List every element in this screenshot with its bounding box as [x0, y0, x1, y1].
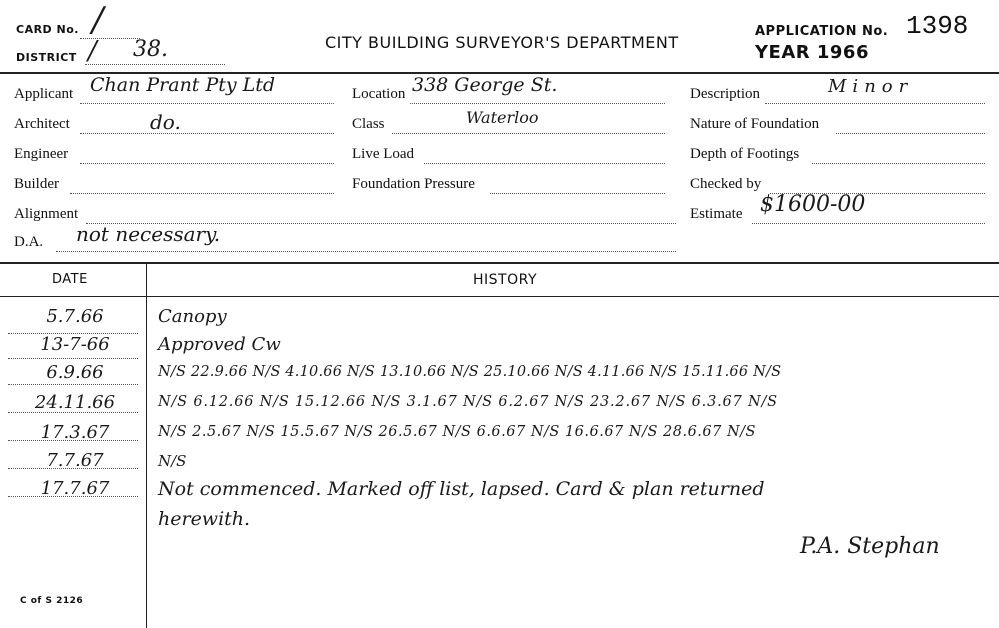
foundation-pressure-line — [490, 193, 665, 194]
estimate-label: Estimate — [690, 206, 743, 222]
class-line — [392, 133, 665, 134]
table-row-history: Canopy — [158, 306, 227, 327]
nature-of-foundation-label: Nature of Foundation — [690, 116, 820, 132]
year-label: YEAR 1966 — [755, 42, 869, 63]
depth-of-footings-line — [812, 163, 985, 164]
district-label: DISTRICT — [16, 51, 77, 64]
table-row-history: N/S — [158, 452, 187, 470]
class-label: Class — [352, 116, 385, 132]
table-header-rule — [0, 296, 999, 297]
da-value: not necessary. — [76, 222, 221, 246]
location-line — [410, 103, 665, 104]
date-row-line — [8, 384, 138, 385]
description-label: Description — [690, 86, 760, 102]
table-row-date: 17.7.67 — [40, 478, 110, 499]
table-row-date: 5.7.66 — [46, 306, 104, 327]
date-row-line — [8, 358, 138, 359]
district-line — [85, 64, 225, 65]
signature: P.A. Stephan — [800, 534, 940, 559]
table-top-rule — [0, 262, 999, 264]
foundation-pressure-label: Foundation Pressure — [352, 176, 475, 192]
applicant-line — [80, 103, 334, 104]
builder-line — [70, 193, 334, 194]
history-header: HISTORY — [473, 272, 537, 288]
date-header: DATE — [52, 272, 88, 287]
location-label: Location — [352, 86, 406, 102]
da-label: D.A. — [14, 234, 44, 250]
table-row-date: 13-7-66 — [40, 334, 110, 355]
checked-by-label: Checked by — [690, 176, 762, 192]
engineer-line — [80, 163, 334, 164]
district-value: 38. — [133, 37, 168, 62]
description-line — [765, 103, 985, 104]
estimate-line — [752, 223, 985, 224]
table-row-date: 17.3.67 — [40, 422, 110, 443]
engineer-label: Engineer — [14, 146, 69, 162]
table-row-date: 7.7.67 — [46, 450, 104, 471]
alignment-label: Alignment — [14, 206, 79, 222]
district-slash: / — [88, 36, 97, 66]
table-row-history: Not commenced. Marked off list, lapsed. Card & plan returned — [158, 478, 765, 500]
card-no-value: / — [92, 0, 104, 40]
card-no-label: CARD No. — [16, 23, 79, 36]
architect-value: do. — [150, 110, 181, 134]
date-column-rule — [146, 263, 147, 628]
architect-line — [80, 133, 334, 134]
live-load-label: Live Load — [352, 146, 415, 162]
form-code: C of S 2126 — [20, 596, 84, 606]
table-row-history: herewith. — [158, 508, 251, 530]
applicant-value: Chan Prant Pty Ltd — [90, 74, 276, 96]
estimate-value: $1600-00 — [760, 192, 866, 217]
location-value: 338 George St. — [412, 74, 558, 96]
application-no: 1398 — [906, 11, 969, 41]
builder-label: Builder — [14, 176, 59, 192]
table-row-history: Approved Cw — [158, 334, 281, 355]
table-row-date: 24.11.66 — [34, 392, 116, 413]
table-row-history: N/S 6.12.66 N/S 15.12.66 N/S 3.1.67 N/S 6.2.67 N/S 23.2.67 N/S 6.3.67 N/S — [158, 394, 778, 410]
live-load-line — [424, 163, 665, 164]
class-value: Waterloo — [466, 108, 539, 127]
table-row-date: 6.9.66 — [46, 362, 104, 383]
applicant-label: Applicant — [14, 86, 74, 102]
table-row-history: N/S 22.9.66 N/S 4.10.66 N/S 13.10.66 N/S 25.10.66 N/S 4.11.66 N/S 15.11.66 N/S — [158, 364, 782, 380]
nature-of-foundation-line — [836, 133, 985, 134]
architect-label: Architect — [14, 116, 70, 132]
department-title: CITY BUILDING SURVEYOR'S DEPARTMENT — [325, 33, 679, 52]
description-value: Minor — [828, 76, 914, 97]
depth-of-footings-label: Depth of Footings — [690, 146, 800, 162]
da-line — [56, 251, 676, 252]
table-row-history: N/S 2.5.67 N/S 15.5.67 N/S 26.5.67 N/S 6.6.67 N/S 16.6.67 N/S 28.6.67 N/S — [158, 424, 756, 440]
application-label: APPLICATION No. — [755, 24, 889, 39]
